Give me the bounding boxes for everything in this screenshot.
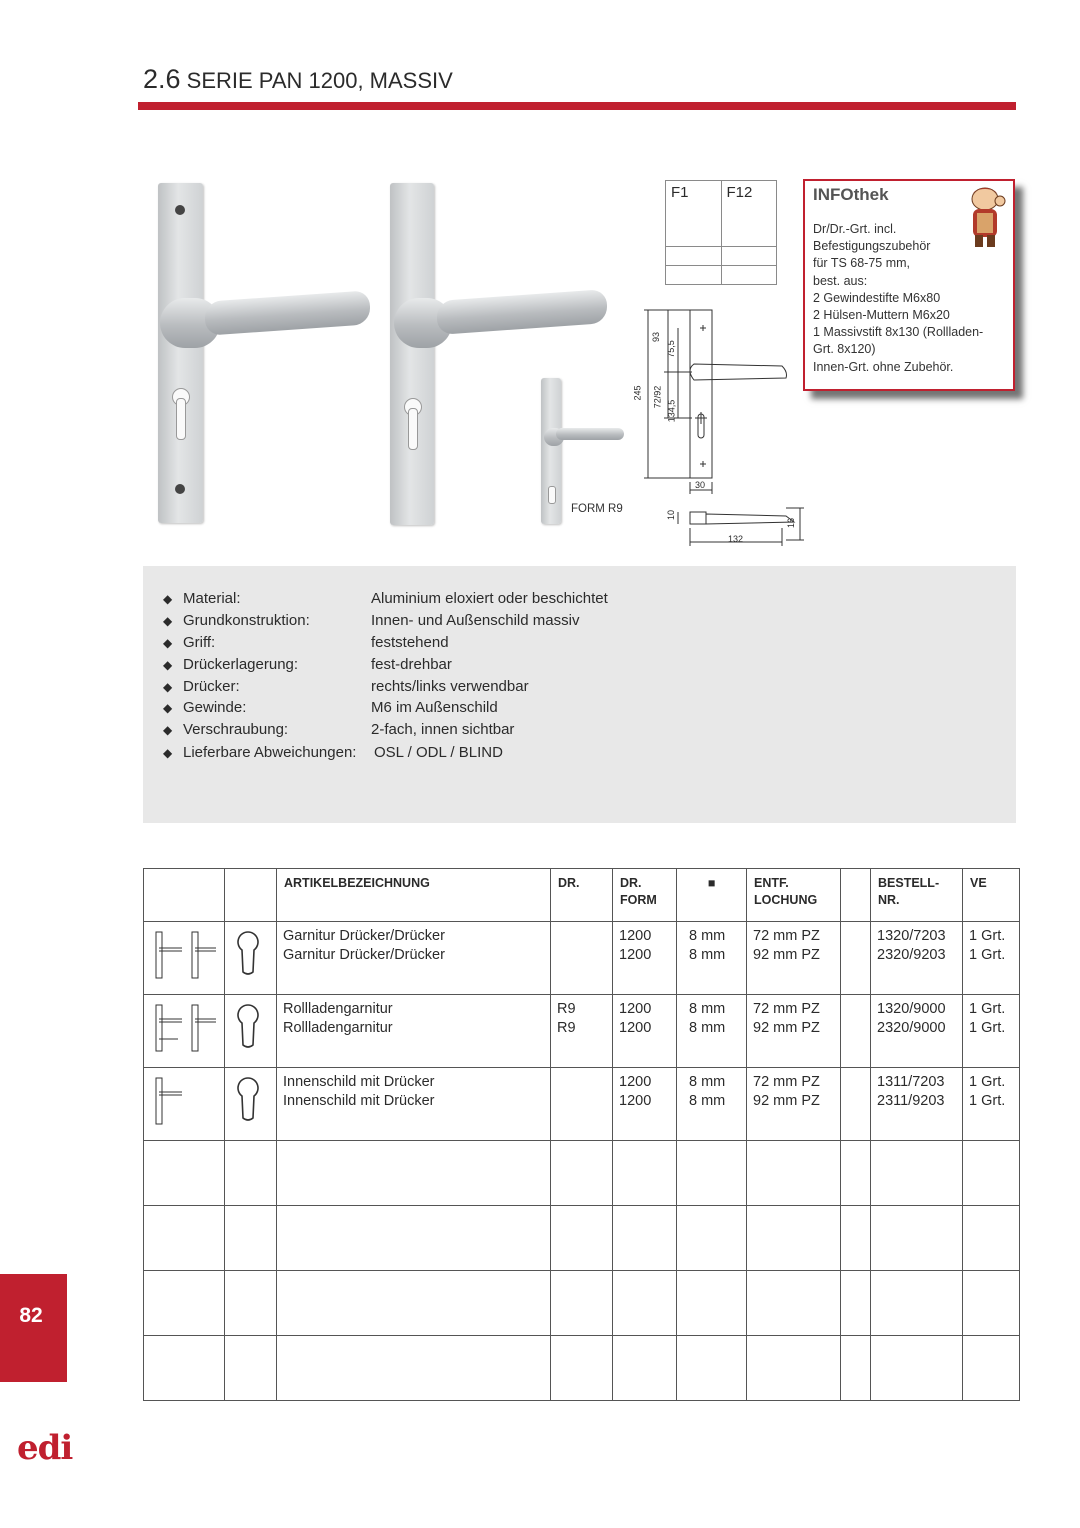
diamond-bullet-icon: ◆ bbox=[163, 701, 173, 715]
dim-16: 16 bbox=[786, 517, 797, 529]
feature-label: Material: bbox=[183, 590, 241, 607]
infothek-line: best. aus: bbox=[813, 273, 868, 288]
feature-value: 2-fach, innen sichtbar bbox=[371, 721, 515, 738]
cylinder-icon bbox=[225, 995, 277, 1068]
diamond-bullet-icon: ◆ bbox=[163, 592, 173, 606]
page-number: 82 bbox=[19, 1304, 43, 1327]
diamond-bullet-icon: ◆ bbox=[163, 680, 173, 694]
cell-ve: 1 Grt. 1 Grt. bbox=[963, 995, 1020, 1068]
page-number-tab bbox=[0, 1274, 67, 1382]
form-label: FORM R9 bbox=[571, 503, 623, 515]
cell-lochung: 72 mm PZ 92 mm PZ bbox=[747, 1068, 841, 1141]
feature-value: feststehend bbox=[371, 634, 449, 651]
cell-ve: 1 Grt. 1 Grt. bbox=[963, 922, 1020, 995]
header-blank bbox=[841, 869, 871, 922]
technical-drawing bbox=[632, 302, 806, 552]
title-underline bbox=[138, 102, 1016, 110]
header-bestell: BESTELL- NR. bbox=[871, 869, 963, 922]
cell-lochung: 72 mm PZ 92 mm PZ bbox=[747, 995, 841, 1068]
header-entf: ENTF. LOCHUNG bbox=[747, 869, 841, 922]
cylinder-icon bbox=[225, 1068, 277, 1141]
cell-square: 8 mm 8 mm bbox=[677, 1068, 747, 1141]
feature-label: Drückerlagerung: bbox=[183, 656, 299, 673]
features-panel bbox=[143, 566, 1016, 823]
infothek-line: Befestigungszubehör bbox=[813, 239, 931, 254]
header-cylinder bbox=[225, 869, 277, 922]
header-image bbox=[144, 869, 225, 922]
header-drform: DR. FORM bbox=[613, 869, 677, 922]
infothek-box bbox=[803, 179, 1015, 391]
feature-item bbox=[163, 656, 452, 673]
diamond-bullet-icon: ◆ bbox=[163, 614, 173, 628]
section-title: SERIE PAN 1200, MASSIV bbox=[186, 68, 453, 93]
cell-dr: R9 R9 bbox=[551, 995, 613, 1068]
finish-f1: F1 bbox=[666, 181, 722, 247]
finish-cell bbox=[721, 246, 777, 265]
header-ve: VE bbox=[963, 869, 1020, 922]
feature-value: OSL / ODL / BLIND bbox=[374, 744, 503, 761]
feature-label: Griff: bbox=[183, 634, 216, 651]
feature-value: fest-drehbar bbox=[371, 656, 452, 673]
finish-f12: F12 bbox=[721, 181, 777, 247]
cell-artikel: Rollladengarnitur Rollladengarnitur bbox=[277, 995, 551, 1068]
cell-dr bbox=[551, 1068, 613, 1141]
header-dr: DR. bbox=[551, 869, 613, 922]
dim-75-5: 75,5 bbox=[665, 340, 676, 358]
feature-label: Drücker: bbox=[183, 678, 240, 695]
dim-132: 132 bbox=[728, 534, 744, 544]
cell-bestell: 1320/9000 2320/9000 bbox=[871, 995, 963, 1068]
cylinder-icon bbox=[225, 922, 277, 995]
cell-bestell: 1311/7203 2311/9203 bbox=[871, 1068, 963, 1141]
edi-logo: edi bbox=[17, 1428, 73, 1468]
feature-item bbox=[163, 590, 608, 607]
infothek-line: Dr/Dr.-Grt. incl. bbox=[813, 222, 897, 236]
empty-table-row bbox=[144, 1141, 1020, 1206]
feature-item bbox=[163, 612, 580, 629]
dim-10: 10 bbox=[666, 509, 677, 521]
dim-72-92: 72/92 bbox=[652, 385, 663, 409]
feature-label: Lieferbare Abweichungen: bbox=[183, 744, 357, 761]
feature-item bbox=[163, 721, 515, 738]
cell-form: 1200 1200 bbox=[613, 1068, 677, 1141]
infothek-body bbox=[813, 221, 1009, 376]
feature-label: Gewinde: bbox=[183, 699, 247, 716]
cell-form: 1200 1200 bbox=[613, 922, 677, 995]
empty-table-row bbox=[144, 1271, 1020, 1336]
dim-30: 30 bbox=[695, 480, 706, 490]
thumb-rollladen-icon bbox=[144, 995, 225, 1068]
feature-value: M6 im Außenschild bbox=[371, 699, 498, 716]
feature-value: rechts/links verwendbar bbox=[371, 678, 529, 695]
dimension-drawing-svg bbox=[636, 302, 806, 552]
cell-lochung: 72 mm PZ 92 mm PZ bbox=[747, 922, 841, 995]
finish-cell bbox=[721, 265, 777, 284]
dim-245: 245 bbox=[632, 385, 643, 401]
cell-blank bbox=[841, 1068, 871, 1141]
empty-table-row bbox=[144, 1206, 1020, 1271]
table-row bbox=[144, 995, 1020, 1068]
feature-label: Grundkonstruktion: bbox=[183, 612, 310, 629]
feature-value: Innen- und Außenschild massiv bbox=[371, 612, 580, 629]
page-title bbox=[143, 64, 453, 95]
thumb-innenschild-icon bbox=[144, 1068, 225, 1141]
cell-blank bbox=[841, 995, 871, 1068]
cell-dr bbox=[551, 922, 613, 995]
dim-93: 93 bbox=[651, 331, 662, 343]
feature-item bbox=[163, 699, 498, 716]
diamond-bullet-icon: ◆ bbox=[163, 636, 173, 650]
infothek-title: INFOthek bbox=[813, 185, 889, 204]
cell-form: 1200 1200 bbox=[613, 995, 677, 1068]
diamond-bullet-icon: ◆ bbox=[163, 658, 173, 672]
empty-table-row bbox=[144, 1336, 1020, 1401]
header-artikel: ARTIKELBEZEICHNUNG bbox=[277, 869, 551, 922]
cell-ve: 1 Grt. 1 Grt. bbox=[963, 1068, 1020, 1141]
finish-cell bbox=[666, 265, 722, 284]
feature-value: Aluminium eloxiert oder beschichtet bbox=[371, 590, 608, 607]
table-header-row bbox=[144, 869, 1020, 922]
cell-artikel: Innenschild mit Drücker Innenschild mit Drücker bbox=[277, 1068, 551, 1141]
infothek-line: Innen-Grt. ohne Zubehör. bbox=[813, 359, 954, 374]
infothek-line: 2 Gewindestifte M6x80 bbox=[813, 290, 941, 305]
thumb-garnitur-icon bbox=[144, 922, 225, 995]
diamond-bullet-icon: ◆ bbox=[163, 746, 173, 760]
feature-item bbox=[163, 678, 529, 695]
product-image-outer-plate bbox=[150, 178, 390, 528]
dim-134-5: 134,5 bbox=[666, 399, 677, 423]
feature-label: Verschraubung: bbox=[183, 721, 289, 738]
cell-square: 8 mm 8 mm bbox=[677, 922, 747, 995]
cell-square: 8 mm 8 mm bbox=[677, 995, 747, 1068]
cell-artikel: Garnitur Drücker/Drücker Garnitur Drücker/Drücker bbox=[277, 922, 551, 995]
feature-item bbox=[163, 634, 449, 651]
infothek-line: Grt. 8x120) bbox=[813, 342, 876, 357]
article-table bbox=[143, 868, 1020, 1401]
infothek-line: 2 Hülsen-Muttern M6x20 bbox=[813, 308, 950, 323]
feature-item bbox=[163, 744, 503, 761]
section-number: 2.6 bbox=[143, 64, 181, 94]
table-row bbox=[144, 1068, 1020, 1141]
infothek-line: für TS 68-75 mm, bbox=[813, 256, 911, 271]
finish-table bbox=[665, 180, 777, 285]
finish-cell bbox=[666, 246, 722, 265]
cell-bestell: 1320/7203 2320/9203 bbox=[871, 922, 963, 995]
cell-blank bbox=[841, 922, 871, 995]
table-row bbox=[144, 922, 1020, 995]
header-square: ■ bbox=[677, 869, 747, 922]
diamond-bullet-icon: ◆ bbox=[163, 723, 173, 737]
infothek-line: 1 Massivstift 8x130 (Rollladen- bbox=[813, 325, 984, 340]
